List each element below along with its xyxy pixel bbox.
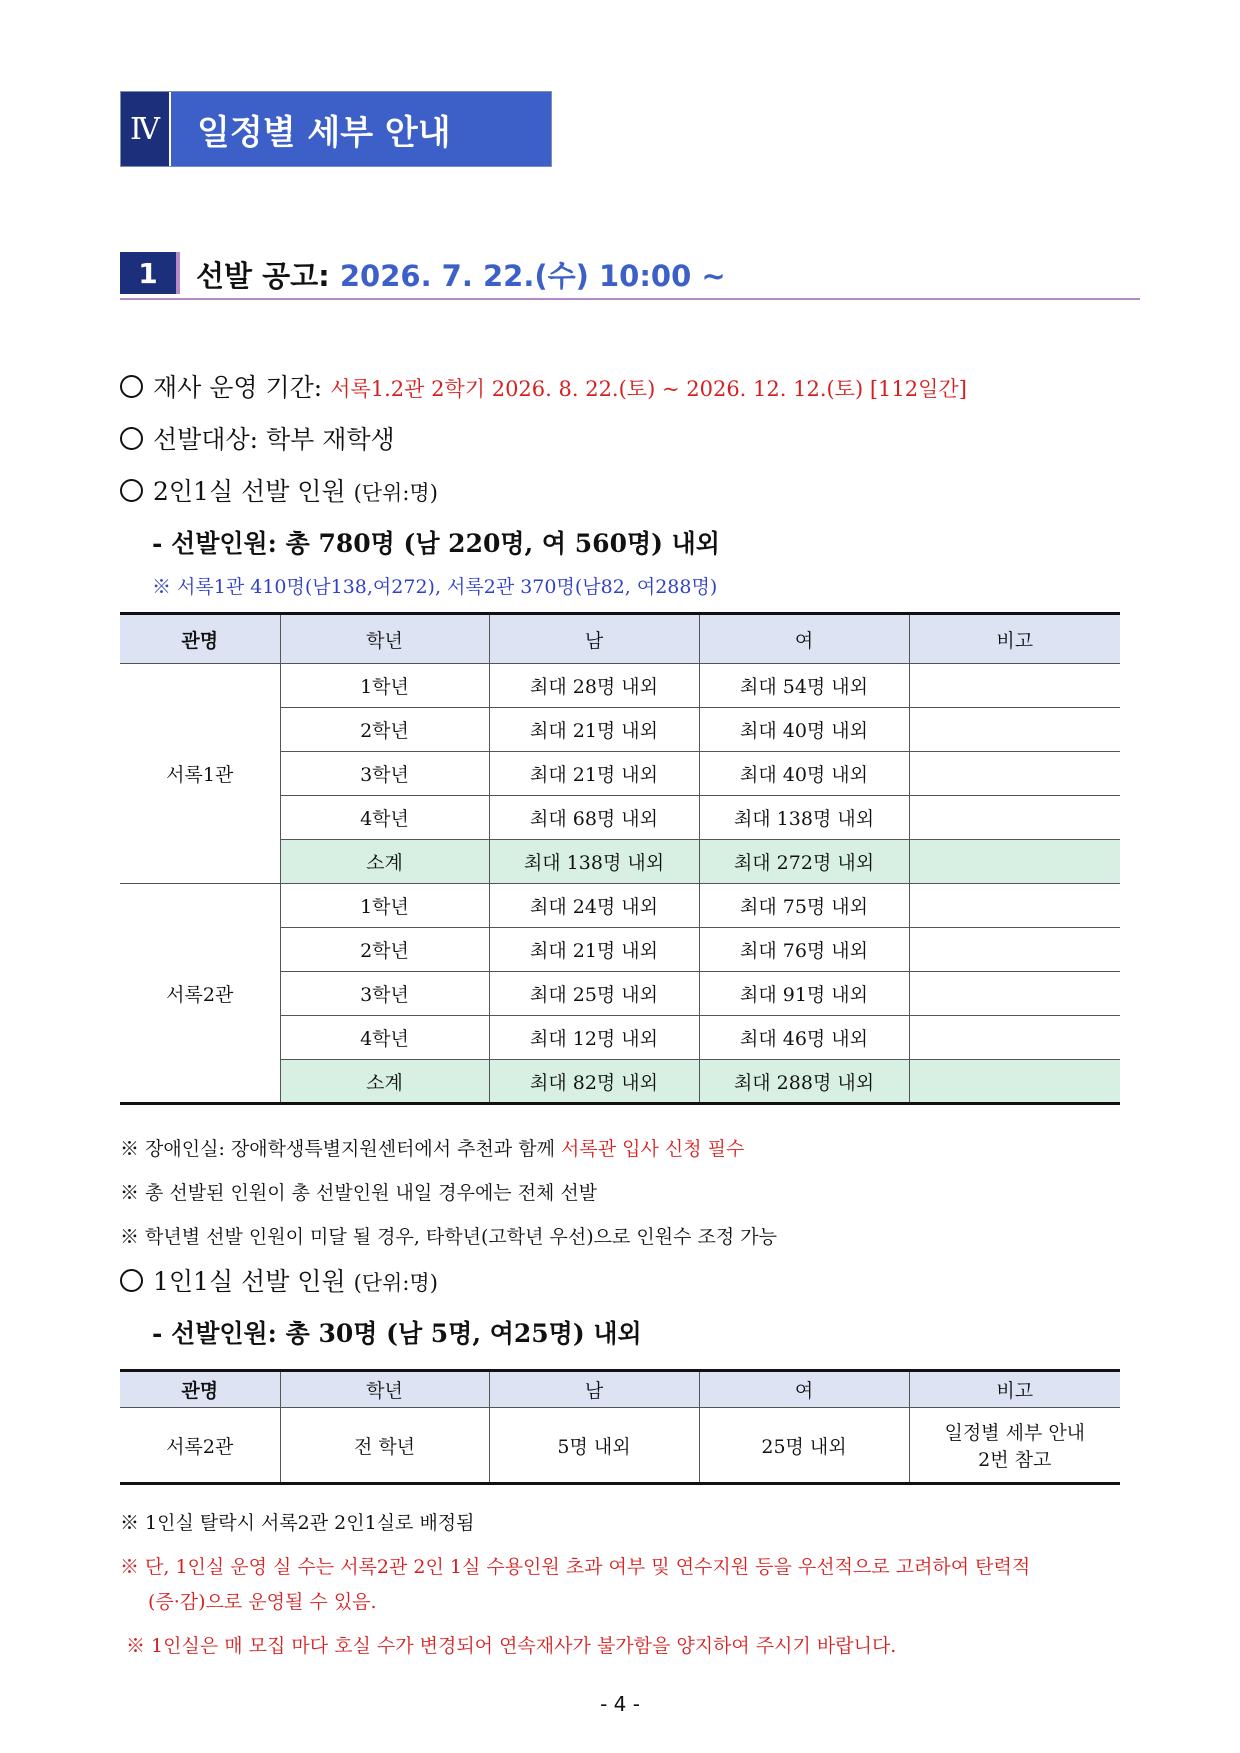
note-disabled-text: ※ 장애인실: 장애학생특별지원센터에서 추천과 함께 — [120, 1138, 562, 1160]
female-cell: 최대 91명 내외 — [699, 972, 909, 1016]
female-cell: 최대 288명 내외 — [699, 1060, 909, 1104]
note-disabled-room — [120, 1134, 744, 1161]
remark-line: 일정별 세부 안내 — [944, 1422, 1086, 1444]
remark-cell — [909, 1016, 1120, 1060]
header-cell: 남 — [489, 614, 699, 664]
table-header-row — [120, 1371, 1120, 1408]
table-row — [120, 884, 1120, 928]
section-title — [196, 254, 726, 295]
remark-cell — [909, 928, 1120, 972]
double-room-table — [120, 612, 1120, 1105]
grade-cell: 전 학년 — [280, 1408, 489, 1484]
female-cell: 최대 46명 내외 — [699, 1016, 909, 1060]
target-text: 선발대상: 학부 재학생 — [153, 425, 395, 454]
header-cell: 관명 — [120, 1371, 280, 1408]
remark-cell — [909, 752, 1120, 796]
remark-cell — [909, 840, 1120, 884]
female-cell: 최대 54명 내외 — [699, 664, 909, 708]
remark-cell — [909, 972, 1120, 1016]
table-row — [120, 664, 1120, 708]
remark-cell — [909, 796, 1120, 840]
female-cell: 최대 76명 내외 — [699, 928, 909, 972]
section-date: 2026. 7. 22.(수) 10:00 ~ — [339, 259, 726, 293]
remark-cell — [909, 1060, 1120, 1104]
remark-cell — [909, 664, 1120, 708]
grade-cell: 2학년 — [280, 708, 489, 752]
male-cell: 5명 내외 — [489, 1408, 699, 1484]
note-grade-adjust: ※ 학년별 선발 인원이 미달 될 경우, 타학년(고학년 우선)으로 인원수 조정 가능 — [120, 1226, 777, 1248]
female-cell: 최대 75명 내외 — [699, 884, 909, 928]
note-single-fail: ※ 1인실 탈락시 서록2관 2인1실로 배정됨 — [120, 1512, 475, 1534]
note-all-selected: ※ 총 선발된 인원이 총 선발인원 내일 경우에는 전체 선발 — [120, 1182, 598, 1204]
female-cell: 최대 40명 내외 — [699, 752, 909, 796]
note-flexible-line2: (증·감)으로 운영될 수 있음. — [148, 1591, 377, 1613]
male-cell: 최대 25명 내외 — [489, 972, 699, 1016]
male-cell: 최대 68명 내외 — [489, 796, 699, 840]
single-room-title: 1인1실 선발 인원 — [153, 1267, 346, 1296]
header-cell: 비고 — [909, 1371, 1120, 1408]
single-room-heading — [120, 1262, 438, 1298]
female-cell: 최대 40명 내외 — [699, 708, 909, 752]
remark-line: 2번 참고 — [978, 1449, 1052, 1471]
circle-bullet-icon — [120, 479, 143, 502]
double-room-title: 2인1실 선발 인원 — [153, 477, 346, 506]
grade-cell: 4학년 — [280, 1016, 489, 1060]
grade-cell: 1학년 — [280, 664, 489, 708]
selection-target — [120, 420, 395, 456]
grade-cell: 1학년 — [280, 884, 489, 928]
grade-cell: 3학년 — [280, 972, 489, 1016]
circle-bullet-icon — [120, 375, 143, 398]
grade-cell: 소계 — [280, 840, 489, 884]
male-cell: 최대 21명 내외 — [489, 752, 699, 796]
double-room-heading — [120, 472, 438, 508]
male-cell: 최대 21명 내외 — [489, 928, 699, 972]
grade-cell: 4학년 — [280, 796, 489, 840]
header-cell: 여 — [699, 614, 909, 664]
remark-cell — [909, 884, 1120, 928]
header-cell: 학년 — [280, 614, 489, 664]
chapter-title: 일정별 세부 안내 — [171, 92, 551, 166]
page-number: - 4 - — [600, 1692, 640, 1716]
header-cell: 학년 — [280, 1371, 489, 1408]
header-cell: 관명 — [120, 614, 280, 664]
chapter-header — [120, 91, 552, 167]
chapter-numeral: Ⅳ — [121, 92, 169, 166]
section-label: 선발 공고: — [196, 259, 330, 293]
unit-label: (단위:명) — [353, 481, 438, 505]
period-value: 서록1.2관 2학기 2026. 8. 22.(토) ~ 2026. 12. 12.(토) [112일간] — [330, 377, 967, 401]
male-cell: 최대 82명 내외 — [489, 1060, 699, 1104]
note-no-consecutive: ※ 1인실은 매 모집 마다 호실 수가 변경되어 연속재사가 불가함을 양지하여 주시기 바랍니다. — [126, 1635, 897, 1657]
male-cell: 최대 21명 내외 — [489, 708, 699, 752]
table-header-row — [120, 614, 1120, 664]
header-cell: 비고 — [909, 614, 1120, 664]
remark-cell — [909, 708, 1120, 752]
double-room-breakdown: ※ 서록1관 410명(남138,여272), 서록2관 370명(남82, 여288명) — [152, 576, 718, 598]
note-flexible-line1: ※ 단, 1인실 운영 실 수는 서록2관 2인 1실 수용인원 초과 여부 및 연수지원 등을 우선적으로 고려하여 탄력적 — [120, 1556, 1031, 1578]
male-cell: 최대 12명 내외 — [489, 1016, 699, 1060]
grade-cell: 소계 — [280, 1060, 489, 1104]
table-row — [120, 1408, 1120, 1484]
note-flexible-operation — [120, 1552, 1130, 1614]
single-room-total: - 선발인원: 총 30명 (남 5명, 여25명) 내외 — [152, 1319, 642, 1348]
double-room-total: - 선발인원: 총 780명 (남 220명, 여 560명) 내외 — [152, 529, 720, 558]
single-room-table — [120, 1369, 1120, 1485]
header-cell: 남 — [489, 1371, 699, 1408]
building-cell: 서록2관 — [120, 1408, 280, 1484]
male-cell: 최대 28명 내외 — [489, 664, 699, 708]
male-cell: 최대 138명 내외 — [489, 840, 699, 884]
period-label: 재사 운영 기간: — [153, 373, 323, 402]
circle-bullet-icon — [120, 427, 143, 450]
operation-period — [120, 368, 967, 404]
building-cell: 서록1관 — [120, 664, 280, 884]
female-cell: 최대 272명 내외 — [699, 840, 909, 884]
remark-cell — [909, 1408, 1120, 1484]
grade-cell: 3학년 — [280, 752, 489, 796]
female-cell: 최대 138명 내외 — [699, 796, 909, 840]
grade-cell: 2학년 — [280, 928, 489, 972]
note-disabled-required: 서록관 입사 신청 필수 — [561, 1138, 745, 1160]
unit-label: (단위:명) — [353, 1271, 438, 1295]
section-number: 1 — [120, 252, 180, 294]
header-cell: 여 — [699, 1371, 909, 1408]
male-cell: 최대 24명 내외 — [489, 884, 699, 928]
section-header — [120, 252, 1140, 300]
building-cell: 서록2관 — [120, 884, 280, 1104]
circle-bullet-icon — [120, 1269, 143, 1292]
female-cell: 25명 내외 — [699, 1408, 909, 1484]
